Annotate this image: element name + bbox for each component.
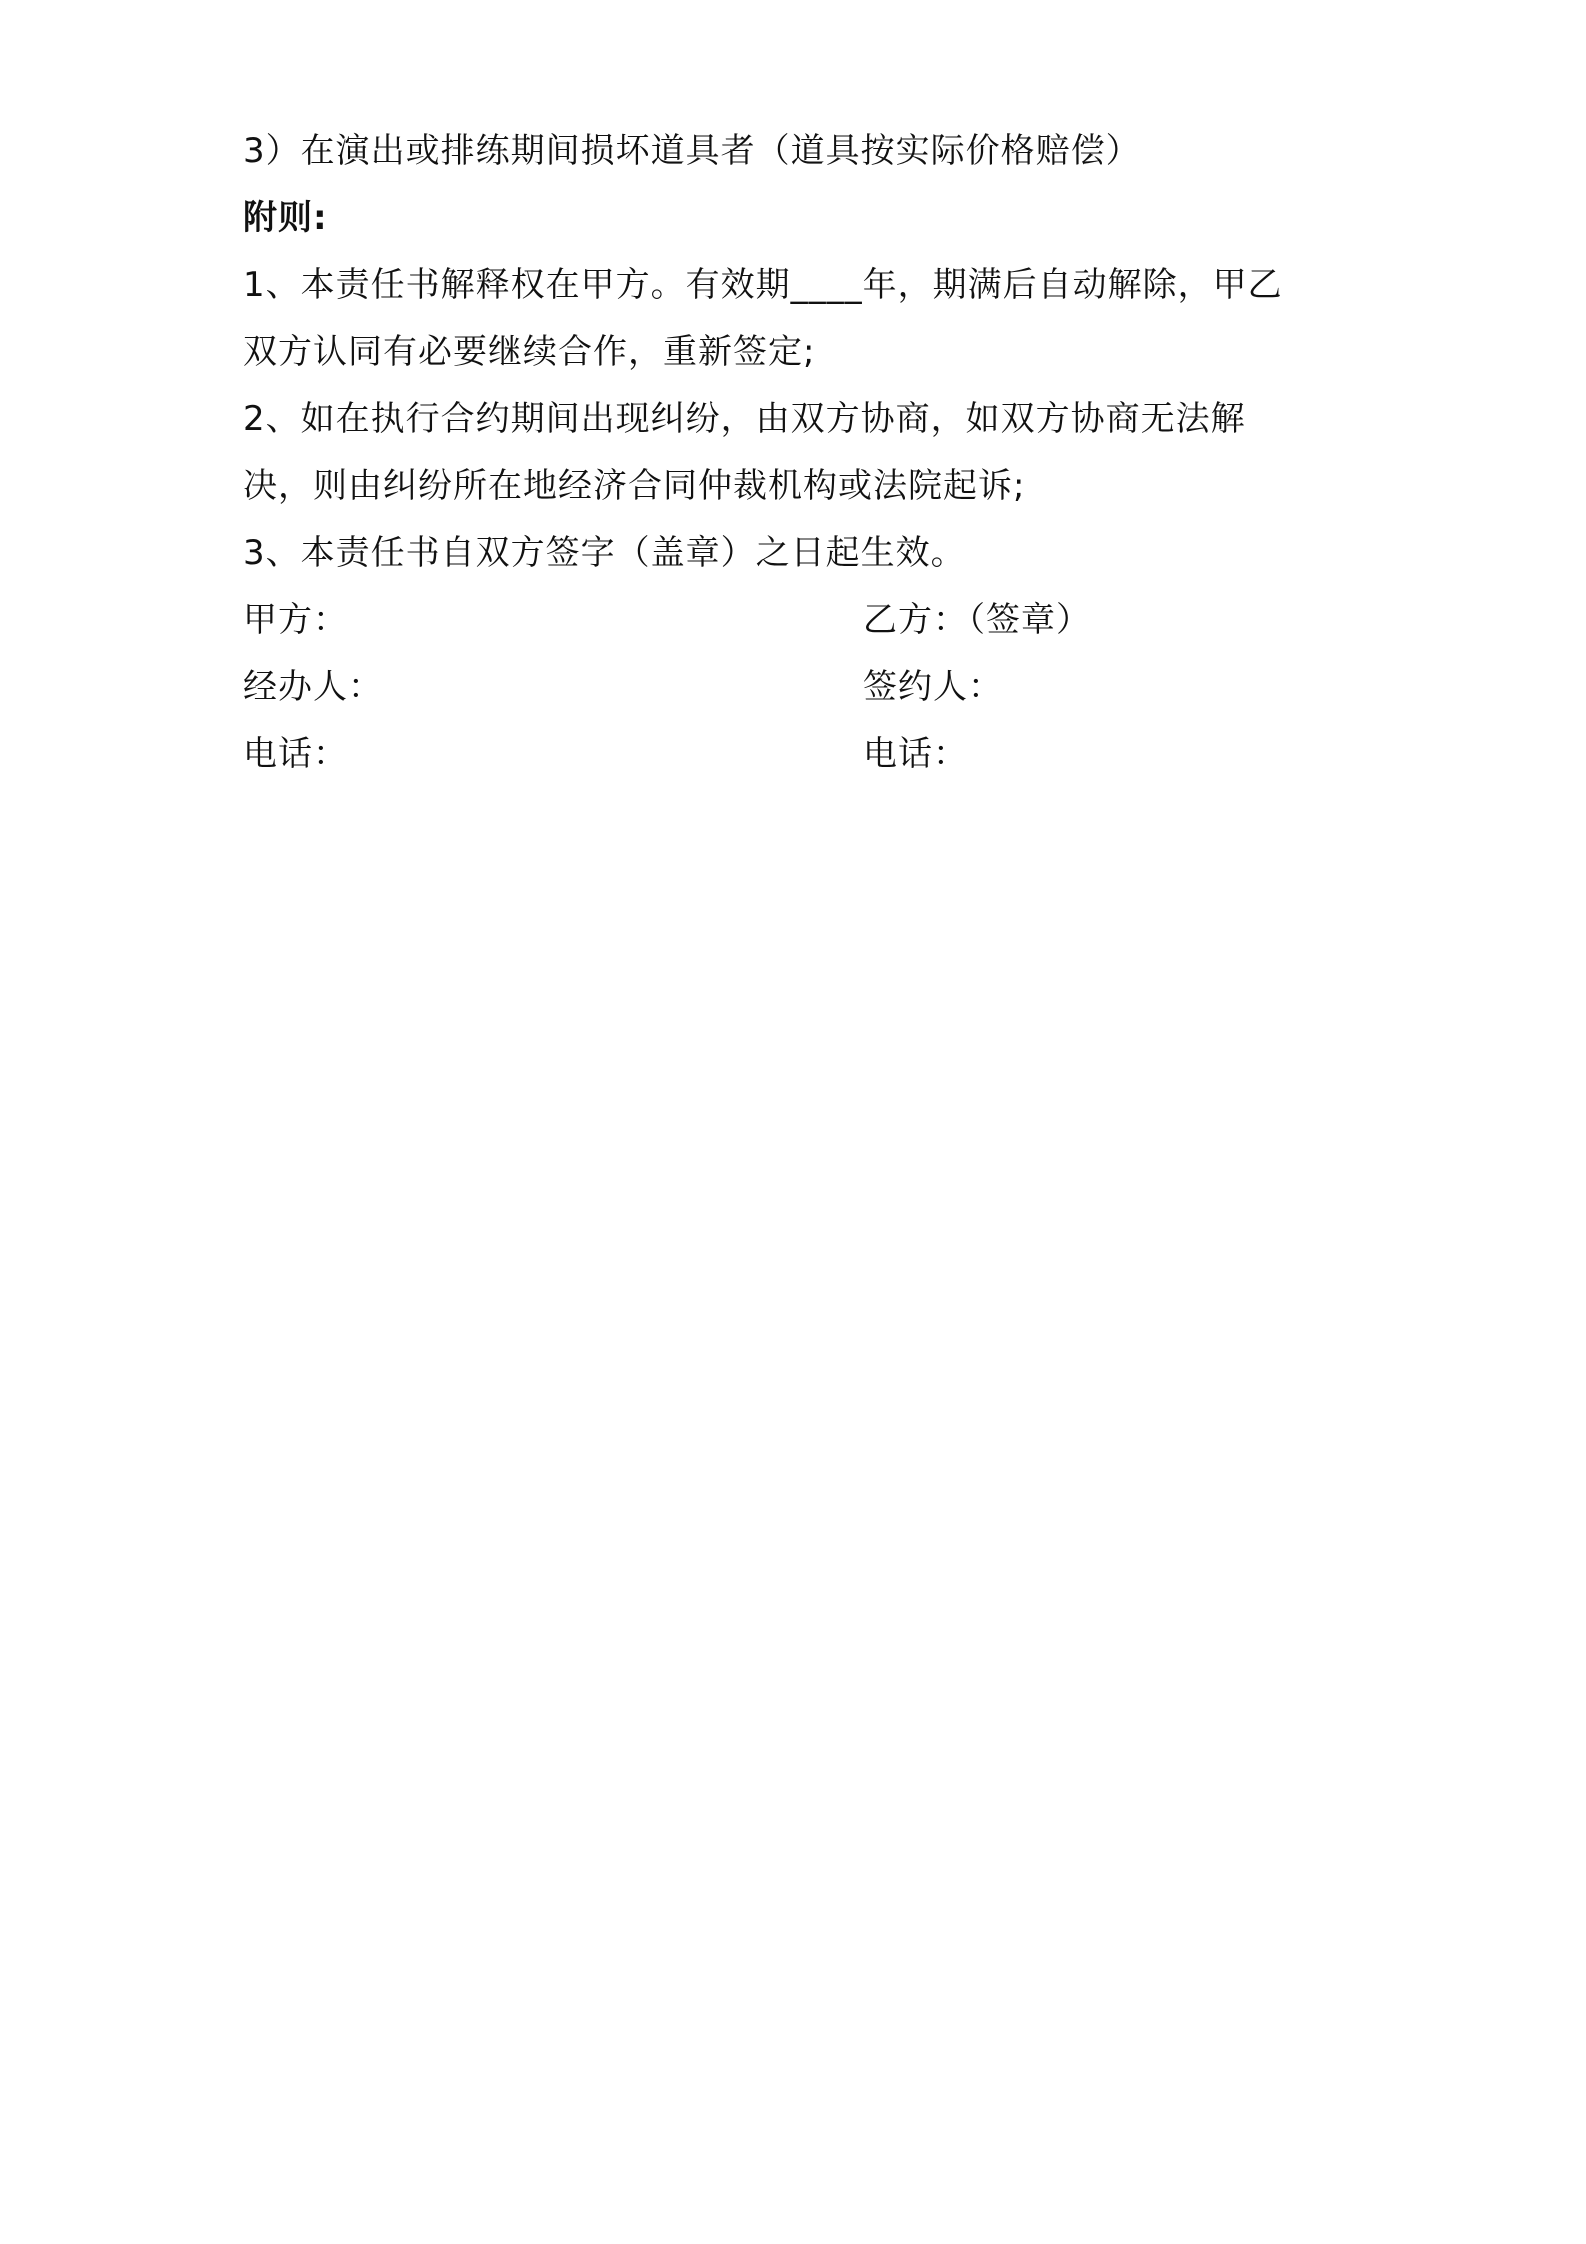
signature-row-agents: [243, 654, 1363, 721]
document-body: [243, 118, 1363, 788]
phone-b-label: 电话：: [863, 734, 968, 774]
party-b-label: 乙方：（签章）: [863, 600, 1091, 640]
appendix-item-1-line-1: 1、本责任书解释权在甲方。有效期____年，期满后自动解除，甲乙: [243, 265, 1283, 305]
handler-label: 经办人：: [243, 667, 383, 707]
appendix-heading: 附则:: [243, 198, 328, 238]
phone-a-label: 电话：: [243, 734, 348, 774]
appendix-item-2-line-2: 决，则由纠纷所在地经济合同仲裁机构或法院起诉;: [243, 466, 1026, 506]
signer-label: 签约人：: [863, 667, 1003, 707]
signature-row-parties: [243, 587, 1363, 654]
appendix-item-2-line-1: 2、如在执行合约期间出现纠纷，由双方协商，如双方协商无法解: [243, 399, 1246, 439]
signature-row-phones: [243, 721, 1363, 788]
clause-3-damage-props: 3）在演出或排练期间损坏道具者（道具按实际价格赔偿）: [243, 131, 1141, 171]
appendix-item-1-line-2: 双方认同有必要继续合作，重新签定;: [243, 332, 816, 372]
appendix-item-3: 3、本责任书自双方签字（盖章）之日起生效。: [243, 533, 966, 573]
party-a-label: 甲方：: [243, 600, 348, 640]
